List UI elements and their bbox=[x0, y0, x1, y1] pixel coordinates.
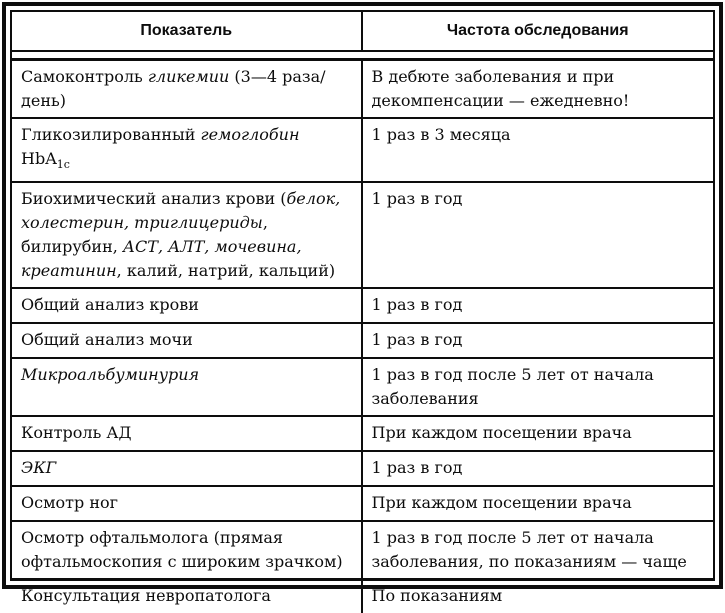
table-row bbox=[12, 357, 713, 415]
indicator-text: гликемии bbox=[147, 67, 230, 86]
indicator-cell bbox=[12, 289, 363, 322]
indicator-text: Гликозилированный bbox=[21, 125, 201, 144]
table-row bbox=[12, 322, 713, 357]
indicator-cell bbox=[12, 452, 363, 485]
header-double-separator bbox=[12, 50, 713, 61]
indicator-text: гемоглобин bbox=[200, 125, 300, 144]
indicator-text: Биохимический анализ крови ( bbox=[21, 189, 287, 208]
frequency-cell bbox=[363, 452, 714, 485]
frequency-cell bbox=[363, 61, 714, 117]
frequency-text: 1 раз в год после 5 лет от начала заболевания bbox=[371, 365, 654, 408]
frequency-text: 1 раз в год bbox=[371, 330, 463, 349]
indicator-text: Контроль АД bbox=[21, 423, 132, 442]
frequency-text: При каждом посещении врача bbox=[371, 423, 632, 442]
frequency-text: 1 раз в год после 5 лет от начала заболевания, по показаниям — чаще bbox=[371, 528, 687, 571]
indicator-text: , билирубин, bbox=[21, 213, 268, 256]
frequency-text: 1 раз в год bbox=[371, 458, 463, 477]
frequency-cell bbox=[363, 359, 714, 415]
frequency-cell bbox=[363, 417, 714, 450]
frequency-cell bbox=[363, 580, 714, 613]
table-row bbox=[12, 485, 713, 520]
indicator-text: Осмотр ног bbox=[21, 493, 119, 512]
table-row bbox=[12, 117, 713, 181]
indicator-text: HbA bbox=[21, 149, 57, 168]
indicator-text: Общий анализ мочи bbox=[21, 330, 193, 349]
frequency-text: 1 раз в год bbox=[371, 295, 463, 314]
indicator-text: , калий, натрий, кальций) bbox=[116, 261, 336, 280]
frequency-text: 1 раз в 3 месяца bbox=[371, 125, 511, 144]
indicator-text: Консультация невропатолога bbox=[21, 586, 271, 605]
table-row bbox=[12, 61, 713, 117]
frequency-cell bbox=[363, 487, 714, 520]
indicator-cell bbox=[12, 522, 363, 578]
indicator-cell bbox=[12, 487, 363, 520]
table-row bbox=[12, 578, 713, 613]
header-indicator: Показатель bbox=[12, 12, 363, 50]
indicator-text: АСТ, АЛТ, мочевина, креатинин bbox=[21, 237, 302, 280]
indicator-cell bbox=[12, 359, 363, 415]
table-row bbox=[12, 181, 713, 287]
indicator-text: 1c bbox=[56, 158, 70, 171]
header-frequency: Частота обследования bbox=[446, 22, 629, 39]
frequency-text: 1 раз в год bbox=[371, 189, 463, 208]
table-row bbox=[12, 415, 713, 450]
table-row bbox=[12, 520, 713, 578]
table-header-row bbox=[12, 12, 713, 50]
indicator-text: Микроальбуминурия bbox=[21, 365, 200, 384]
frequency-cell bbox=[363, 324, 714, 357]
frequency-cell bbox=[363, 183, 714, 287]
table-row bbox=[12, 287, 713, 322]
indicator-cell bbox=[12, 580, 363, 613]
indicator-cell bbox=[12, 183, 363, 287]
frequency-text: В дебюте заболевания и при декомпенсации — ежедневно! bbox=[371, 67, 630, 110]
indicator-text: Осмотр офтальмолога (прямая офтальмоскопия с широким зрачком) bbox=[21, 528, 343, 571]
frequency-cell bbox=[363, 289, 714, 322]
table-body bbox=[12, 61, 713, 613]
frequency-cell bbox=[363, 119, 714, 181]
indicator-text: ЭКГ bbox=[21, 458, 57, 477]
indicator-text: Самоконтроль bbox=[21, 67, 148, 86]
table-outer-frame bbox=[2, 2, 723, 605]
indicator-text: (3—4 раза/день) bbox=[21, 67, 326, 110]
indicator-cell bbox=[12, 119, 363, 181]
examination-table bbox=[10, 10, 715, 605]
indicator-text: белок, холестерин, триглицериды bbox=[21, 189, 341, 232]
frequency-text: При каждом посещении врача bbox=[371, 493, 632, 512]
indicator-cell bbox=[12, 61, 363, 117]
indicator-cell bbox=[12, 417, 363, 450]
table-row bbox=[12, 450, 713, 485]
indicator-text: Общий анализ крови bbox=[21, 295, 199, 314]
frequency-text: По показаниям bbox=[371, 586, 503, 605]
frequency-cell bbox=[363, 522, 714, 578]
indicator-cell bbox=[12, 324, 363, 357]
